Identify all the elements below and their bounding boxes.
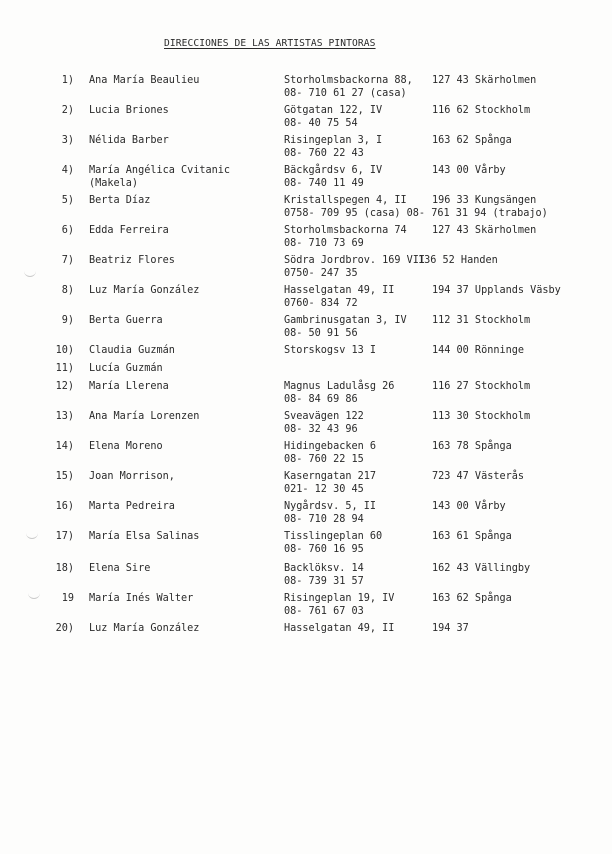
street-address: Storskogsv 13 I	[284, 345, 377, 356]
postal-code-city: 163 62 Spånga	[432, 593, 512, 604]
artist-name: Edda Ferreira	[89, 225, 169, 236]
artist-name: Lucía Guzmán	[89, 363, 163, 374]
artist-name: Beatriz Flores	[89, 255, 175, 266]
artist-name: Elena Moreno	[89, 441, 163, 452]
street-address: Risingeplan 19, IV	[284, 593, 395, 604]
phone-number: 0760- 834 72	[284, 298, 358, 309]
phone-number: 08- 710 28 94	[284, 514, 364, 525]
entry-number: 13)	[55, 411, 74, 422]
phone-number: 08- 710 73 69	[284, 238, 364, 249]
postal-code-city: 116 27 Stockholm	[432, 381, 531, 392]
postal-code-city: 143 00 Vårby	[432, 165, 506, 176]
entry-number: 16)	[55, 501, 74, 512]
street-address: Storholmsbackorna 88,	[284, 75, 413, 86]
postal-code-city: 163 62 Spånga	[432, 135, 512, 146]
postal-code-city: 196 33 Kungsängen	[432, 195, 537, 206]
street-address: Södra Jordbrov. 169 VII	[284, 255, 426, 266]
entry-number: 12)	[55, 381, 74, 392]
artist-name: Claudia Guzmán	[89, 345, 175, 356]
entry-number: 15)	[55, 471, 74, 482]
street-address: Risingeplan 3, I	[284, 135, 383, 146]
entry-number: 3)	[61, 135, 74, 146]
entry-number: 10)	[55, 345, 74, 356]
postal-code-city: 112 31 Stockholm	[432, 315, 531, 326]
postal-code-city: 194 37 Upplands Väsby	[432, 285, 561, 296]
artist-name: María Angélica Cvitanic	[89, 165, 231, 176]
punch-hole-mark	[26, 530, 38, 539]
artist-name: Ana María Beaulieu	[89, 75, 200, 86]
artist-name: Luz María González	[89, 285, 200, 296]
postal-code-city: 162 43 Vällingby	[432, 563, 531, 574]
phone-number: 08- 761 67 03	[284, 606, 364, 617]
page-title: DIRECCIONES DE LAS ARTISTAS PINTORAS	[164, 38, 376, 49]
postal-code-city: 163 78 Spånga	[432, 441, 512, 452]
entry-number: 2)	[61, 105, 74, 116]
punch-hole-mark	[24, 268, 36, 277]
street-address: Backlöksv. 14	[284, 563, 364, 574]
postal-code-city: 127 43 Skärholmen	[432, 75, 537, 86]
phone-number: 08- 760 16 95	[284, 544, 364, 555]
artist-name: Berta Díaz	[89, 195, 151, 206]
artist-name: María Elsa Salinas	[89, 531, 200, 542]
punch-hole-mark	[28, 590, 40, 599]
artist-name: María Inés Walter	[89, 593, 194, 604]
street-address: Sveavägen 122	[284, 411, 364, 422]
phone-number: 08- 84 69 86	[284, 394, 358, 405]
entry-number: 4)	[61, 165, 74, 176]
street-address: Hidingebacken 6	[284, 441, 377, 452]
artist-name: Berta Guerra	[89, 315, 163, 326]
entry-number: 6)	[61, 225, 74, 236]
phone-number: 021- 12 30 45	[284, 484, 364, 495]
phone-number: 08- 739 31 57	[284, 576, 364, 587]
phone-number: 08- 740 11 49	[284, 178, 364, 189]
artist-name: Ana María Lorenzen	[89, 411, 200, 422]
entry-number: 8)	[61, 285, 74, 296]
phone-number: 08- 760 22 15	[284, 454, 364, 465]
street-address: Magnus Ladulåsg 26	[284, 381, 395, 392]
phone-number: 08- 50 91 56	[284, 328, 358, 339]
street-address: Gambrinusgatan 3, IV	[284, 315, 407, 326]
street-address: Hasselgatan 49, II	[284, 285, 395, 296]
street-address: Storholmsbackorna 74	[284, 225, 407, 236]
street-address: Tisslingeplan 60	[284, 531, 383, 542]
entry-number: 7)	[61, 255, 74, 266]
street-address: Kaserngatan 217	[284, 471, 377, 482]
entry-number: 19	[61, 593, 74, 604]
phone-number: 08- 710 61 27 (casa)	[284, 88, 407, 99]
phone-number: 08- 40 75 54	[284, 118, 358, 129]
street-address: Götgatan 122, IV	[284, 105, 383, 116]
postal-code-city: 113 30 Stockholm	[432, 411, 531, 422]
entry-number: 20)	[55, 623, 74, 634]
artist-name-alt: (Makela)	[89, 178, 139, 189]
postal-code-city: 144 00 Rönninge	[432, 345, 525, 356]
postal-code-city: 143 00 Vårby	[432, 501, 506, 512]
artist-name: María Llerena	[89, 381, 169, 392]
postal-code-city: 194 37	[432, 623, 469, 634]
street-address: Bäckgårdsv 6, IV	[284, 165, 383, 176]
artist-name: Joan Morrison,	[89, 471, 175, 482]
postal-code-city: 136 52 Handen	[418, 255, 498, 266]
entry-number: 5)	[61, 195, 74, 206]
artist-name: Elena Sire	[89, 563, 151, 574]
phone-number: 08- 760 22 43	[284, 148, 364, 159]
artist-name: Luz María González	[89, 623, 200, 634]
phone-number: 0758- 709 95 (casa) 08- 761 31 94 (trabajo)	[284, 208, 548, 219]
entry-number: 17)	[55, 531, 74, 542]
street-address: Hasselgatan 49, II	[284, 623, 395, 634]
postal-code-city: 723 47 Västerås	[432, 471, 525, 482]
artist-name: Marta Pedreira	[89, 501, 175, 512]
street-address: Nygårdsv. 5, II	[284, 501, 377, 512]
postal-code-city: 163 61 Spånga	[432, 531, 512, 542]
street-address: Kristallspegen 4, II	[284, 195, 407, 206]
postal-code-city: 127 43 Skärholmen	[432, 225, 537, 236]
phone-number: 08- 32 43 96	[284, 424, 358, 435]
entry-number: 14)	[55, 441, 74, 452]
artist-name: Lucia Briones	[89, 105, 169, 116]
entry-number: 9)	[61, 315, 74, 326]
entry-number: 1)	[61, 75, 74, 86]
phone-number: 0750- 247 35	[284, 268, 358, 279]
entry-number: 18)	[55, 563, 74, 574]
entry-number: 11)	[55, 363, 74, 374]
postal-code-city: 116 62 Stockholm	[432, 105, 531, 116]
artist-name: Nélida Barber	[89, 135, 169, 146]
